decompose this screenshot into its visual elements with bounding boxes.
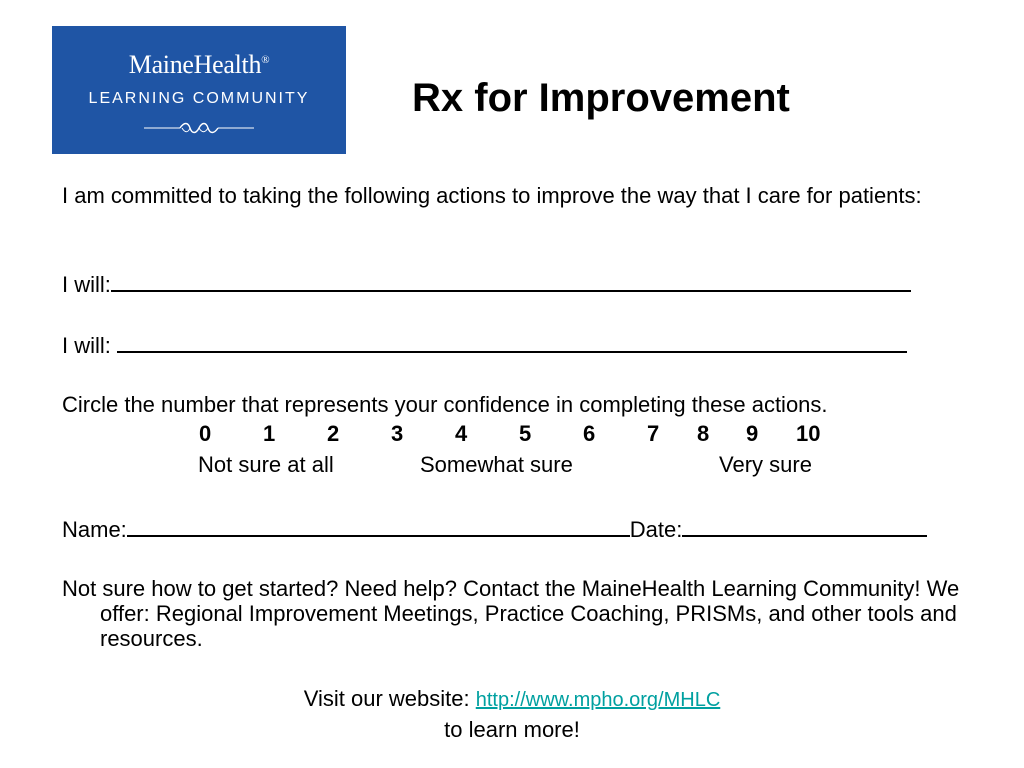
logo-subtitle: LEARNING COMMUNITY: [88, 90, 310, 107]
scale-number[interactable]: 1: [263, 421, 276, 446]
will-line-2: [62, 331, 907, 358]
website-line: [0, 686, 1024, 712]
scale-number[interactable]: 5: [519, 421, 532, 446]
mainehealth-logo: [52, 26, 346, 154]
name-date-line: [62, 515, 927, 542]
name-label: Name:: [62, 517, 127, 542]
scale-label-high: Very sure: [719, 452, 812, 477]
commitment-intro: I am committed to taking the following actions to improve the way that I care for patients:: [62, 183, 922, 208]
scale-label-mid: Somewhat sure: [420, 452, 573, 477]
scale-number[interactable]: 0: [199, 421, 212, 446]
scale-number[interactable]: 9: [746, 421, 759, 446]
scale-number[interactable]: 4: [455, 421, 468, 446]
scale-label-low: Not sure at all: [198, 452, 334, 477]
date-blank[interactable]: [682, 515, 927, 537]
website-suffix: to learn more!: [444, 717, 580, 742]
scale-number[interactable]: 7: [647, 421, 660, 446]
will-label-2: I will:: [62, 333, 111, 358]
website-link[interactable]: http://www.mpho.org/MHLC: [475, 689, 721, 711]
scale-number[interactable]: 8: [697, 421, 710, 446]
scale-number[interactable]: 6: [583, 421, 596, 446]
confidence-prompt: Circle the number that represents your confidence in completing these actions.: [62, 392, 828, 417]
will-line-1: [62, 270, 911, 297]
scale-number[interactable]: 10: [796, 421, 821, 446]
scale-number[interactable]: 3: [391, 421, 404, 446]
name-blank[interactable]: [127, 515, 630, 537]
will-blank-2[interactable]: [117, 331, 907, 353]
logo-brand: MaineHealth: [128, 50, 262, 79]
help-text: Not sure how to get started? Need help? Contact the MaineHealth Learning Community! We offer: Regional Improvement Meetings, Practice Coaching, PRISMs, and other tools and resources.: [62, 576, 960, 651]
will-label-1: I will:: [62, 272, 111, 297]
will-blank-1[interactable]: [111, 270, 911, 292]
scale-number[interactable]: 2: [327, 421, 340, 446]
page-title: Rx for Improvement: [412, 76, 790, 120]
logo-swirl-icon: [144, 120, 254, 136]
date-label: Date:: [629, 517, 683, 542]
website-prefix: Visit our website:: [303, 686, 470, 711]
registered-mark: ®: [261, 54, 270, 66]
